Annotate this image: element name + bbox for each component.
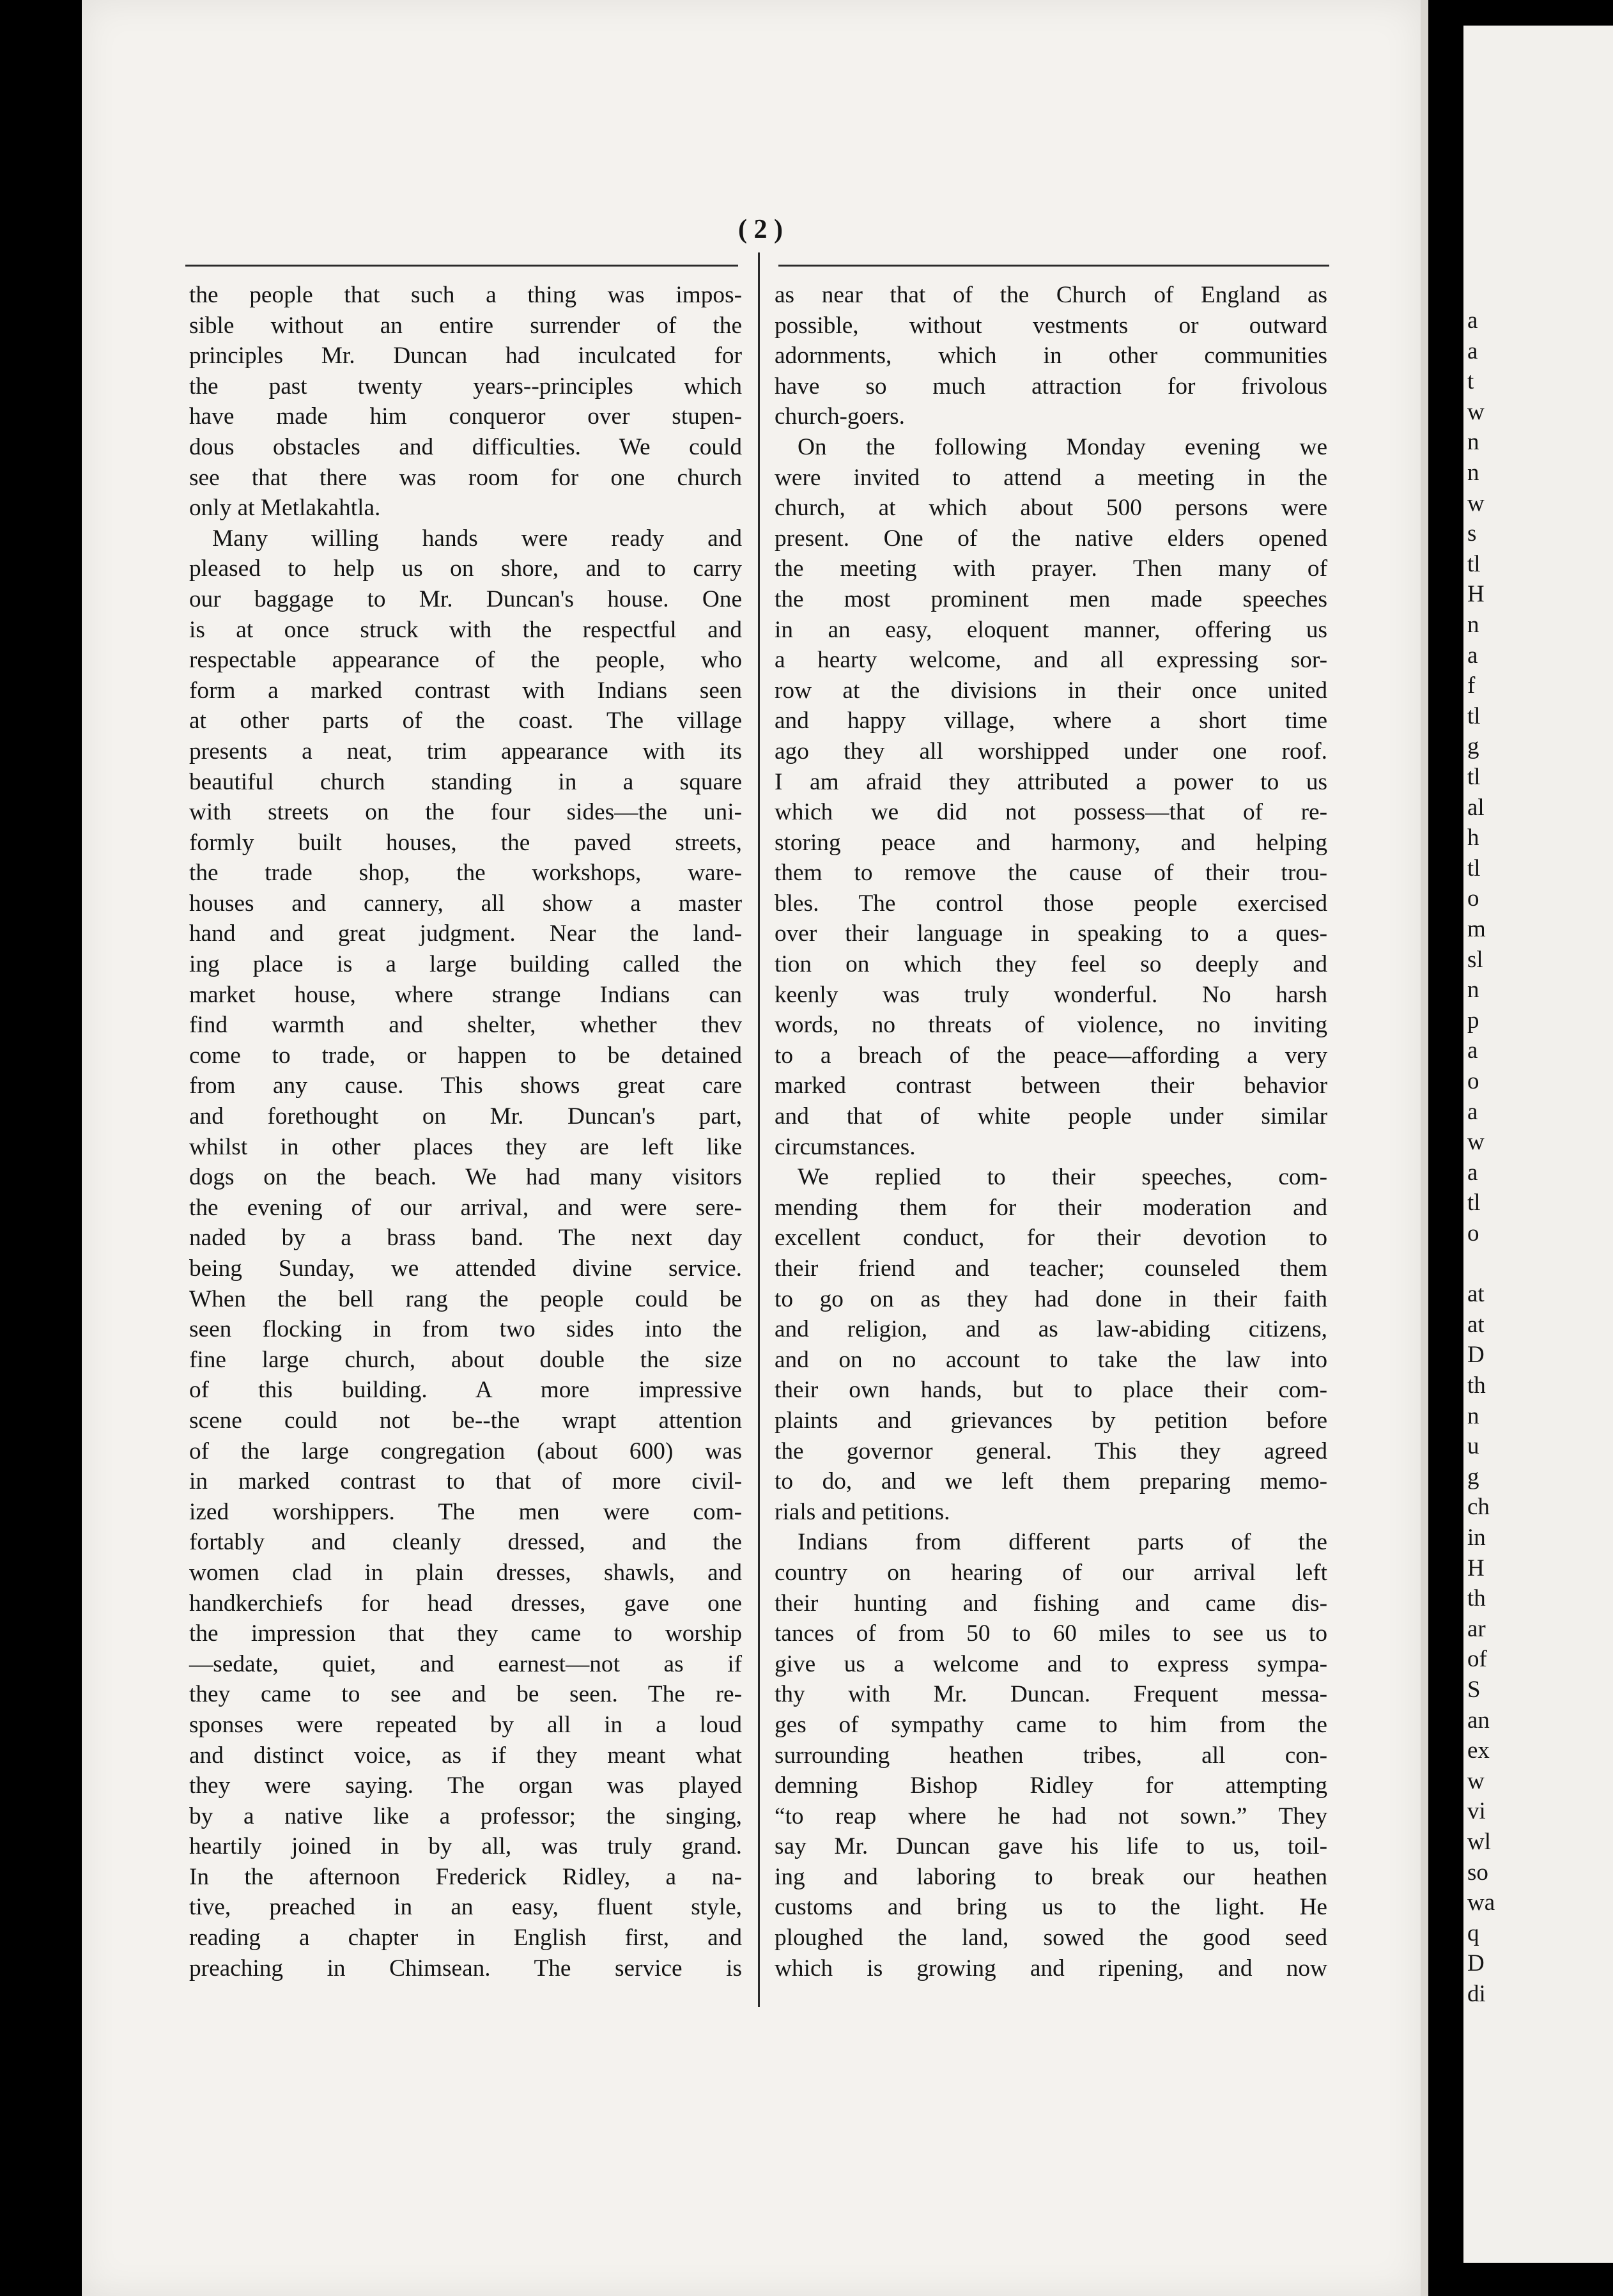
text-line: the governor general. This they agreed — [775, 1438, 1327, 1464]
next-page-fragment: H — [1467, 1555, 1485, 1581]
next-page-fragment: n — [1467, 612, 1479, 638]
text-line: When the bell rang the people could be — [189, 1285, 742, 1312]
text-line: handkerchiefs for head dresses, gave one — [189, 1590, 742, 1617]
text-line: principles Mr. Duncan had inculcated for — [189, 343, 742, 369]
text-line: tion on which they feel so deeply and — [775, 951, 1327, 978]
text-line: pleased to help us on shore, and to carry — [189, 555, 742, 582]
text-line: heartily joined in by all, was truly grand. — [189, 1833, 742, 1860]
text-line: and forethought on Mr. Duncan's part, — [189, 1103, 742, 1130]
text-line: by a native like a professor; the singing, — [189, 1803, 742, 1829]
text-line: ized worshippers. The men were com- — [189, 1498, 742, 1525]
right-column — [775, 280, 1327, 1983]
next-page-fragment: tl — [1467, 702, 1481, 729]
text-line: fortably and cleanly dressed, and the — [189, 1529, 742, 1556]
next-page-fragment: g — [1467, 733, 1479, 760]
next-page-fragment: h — [1467, 825, 1479, 851]
next-page-fragment: p — [1467, 1007, 1479, 1034]
text-line: the impression that they came to worship — [189, 1620, 742, 1647]
next-page-fragment: g — [1467, 1463, 1479, 1490]
text-line: dogs on the beach. We had many visitors — [189, 1164, 742, 1191]
text-line: mending them for their moderation and — [775, 1194, 1327, 1221]
text-line: whilst in other places they are left like — [189, 1133, 742, 1160]
next-page-fragment: th — [1467, 1372, 1486, 1399]
next-page-fragment: a — [1467, 1098, 1478, 1125]
text-line: they were saying. The organ was played — [189, 1772, 742, 1799]
text-line: to go on as they had done in their faith — [775, 1285, 1327, 1312]
next-page-fragment: w — [1467, 1129, 1485, 1156]
next-page-fragment: w — [1467, 1767, 1485, 1794]
next-page-fragment: H — [1467, 581, 1485, 608]
text-line: women clad in plain dresses, shawls, and — [189, 1559, 742, 1586]
text-line: demning Bishop Ridley for attempting — [775, 1772, 1327, 1799]
next-page-fragment: q — [1467, 1920, 1479, 1946]
text-line: marked contrast between their behavior — [775, 1073, 1327, 1099]
text-line: form a marked contrast with Indians seen — [189, 677, 742, 704]
text-line: and happy village, where a short time — [775, 708, 1327, 734]
next-page-fragment: n — [1467, 1402, 1479, 1429]
left-column — [189, 280, 742, 1983]
next-page-fragment: an — [1467, 1707, 1490, 1734]
text-line: their hunting and fishing and came dis- — [775, 1590, 1327, 1617]
next-page-fragment: so — [1467, 1859, 1488, 1886]
text-line: present. One of the native elders opened — [775, 525, 1327, 552]
next-page-fragment: D — [1467, 1342, 1485, 1369]
text-line: reading a chapter in English first, and — [189, 1925, 742, 1951]
next-page-fragment: S — [1467, 1677, 1481, 1703]
text-line: adornments, which in other communities — [775, 343, 1327, 369]
page-edge — [1421, 0, 1428, 2296]
text-line: over their language in speaking to a ques- — [775, 920, 1327, 947]
next-page-fragment: ar — [1467, 1615, 1486, 1642]
next-page-fragment: n — [1467, 429, 1479, 456]
text-line: to a breach of the peace—affording a very — [775, 1042, 1327, 1069]
text-line: thy with Mr. Duncan. Frequent messa- — [775, 1681, 1327, 1708]
text-line: with streets on the four sides—the uni- — [189, 799, 742, 826]
text-line: possible, without vestments or outward — [775, 312, 1327, 339]
text-line: the past twenty years--principles which — [189, 373, 742, 399]
text-line: houses and cannery, all show a master — [189, 890, 742, 917]
text-line: find warmth and shelter, whether thev — [189, 1012, 742, 1039]
text-line: dous obstacles and difficulties. We could — [189, 433, 742, 460]
text-line: church, at which about 500 persons were — [775, 495, 1327, 522]
text-line: tances of from 50 to 60 miles to see us to — [775, 1620, 1327, 1647]
next-page-fragment: sl — [1467, 946, 1483, 973]
text-line: surrounding heathen tribes, all con- — [775, 1742, 1327, 1769]
text-line: the trade shop, the workshops, ware- — [189, 860, 742, 887]
next-page-fragment: s — [1467, 520, 1477, 547]
next-page-fragment: o — [1467, 885, 1479, 912]
text-line: market house, where strange Indians can — [189, 981, 742, 1008]
next-page-fragment: wl — [1467, 1829, 1491, 1855]
text-line: their friend and teacher; counseled them — [775, 1255, 1327, 1282]
next-page-fragment: th — [1467, 1585, 1486, 1612]
text-line: they came to see and be seen. The re- — [189, 1681, 742, 1708]
text-line: have made him conqueror over stupen- — [189, 403, 742, 430]
text-line: bles. The control those people exercised — [775, 890, 1327, 917]
next-page-fragment: ex — [1467, 1737, 1490, 1764]
next-page-fragment: a — [1467, 1159, 1478, 1186]
text-line: preaching in Chimsean. The service is — [189, 1955, 742, 1982]
text-line: seen flocking in from two sides into the — [189, 1316, 742, 1343]
header-rule-left — [185, 265, 738, 267]
next-page-fragment: n — [1467, 977, 1479, 1004]
text-line: a hearty welcome, and all expressing sor- — [775, 647, 1327, 674]
text-line: at other parts of the coast. The village — [189, 708, 742, 734]
text-line: hand and great judgment. Near the land- — [189, 920, 742, 947]
text-line: storing peace and harmony, and helping — [775, 829, 1327, 856]
text-line: scene could not be--the wrapt attention — [189, 1407, 742, 1434]
next-page-fragment: f — [1467, 672, 1476, 699]
text-line: I am afraid they attributed a power to us — [775, 768, 1327, 795]
text-line: come to trade, or happen to be detained — [189, 1042, 742, 1069]
next-page-fragment: a — [1467, 1037, 1478, 1064]
text-line: have so much attraction for frivolous — [775, 373, 1327, 399]
text-line: our baggage to Mr. Duncan's house. One — [189, 586, 742, 612]
text-line: and distinct voice, as if they meant what — [189, 1742, 742, 1769]
next-page-fragment: n — [1467, 460, 1479, 486]
next-page-fragment: tl — [1467, 550, 1481, 577]
text-line: say Mr. Duncan gave his life to us, toil- — [775, 1833, 1327, 1860]
next-page-fragment: of — [1467, 1646, 1487, 1673]
text-line: ago they all worshipped under one roof. — [775, 738, 1327, 764]
text-line: presents a neat, trim appearance with its — [189, 738, 742, 764]
next-page-fragment: tl — [1467, 855, 1481, 881]
text-line: were invited to attend a meeting in the — [775, 464, 1327, 491]
next-page-sliver — [1463, 26, 1613, 2263]
next-page-fragment: a — [1467, 642, 1478, 669]
next-page-fragment: t — [1467, 368, 1474, 395]
text-line: —sedate, quiet, and earnest—not as if — [189, 1650, 742, 1677]
text-line: from any cause. This shows great care — [189, 1073, 742, 1099]
text-line: to do, and we left them preparing memo- — [775, 1468, 1327, 1495]
text-line: circumstances. — [775, 1133, 916, 1160]
text-line: ges of sympathy came to him from the — [775, 1711, 1327, 1738]
text-line: Many willing hands were ready and — [212, 525, 742, 552]
text-line: the people that such a thing was impos- — [189, 282, 742, 308]
text-line: sponses were repeated by all in a loud — [189, 1711, 742, 1738]
text-line: excellent conduct, for their devotion to — [775, 1225, 1327, 1252]
text-line: tive, preached in an easy, fluent style, — [189, 1894, 742, 1921]
header-rule-right — [778, 265, 1329, 267]
next-page-fragment: ch — [1467, 1494, 1490, 1521]
next-page-fragment: m — [1467, 916, 1486, 942]
text-line: words, no threats of violence, no inviting — [775, 1012, 1327, 1039]
next-page-fragment: a — [1467, 337, 1478, 364]
text-line: sible without an entire surrender of the — [189, 312, 742, 339]
text-line: fine large church, about double the size — [189, 1346, 742, 1373]
text-line: in marked contrast to that of more civil- — [189, 1468, 742, 1495]
column-divider — [758, 252, 760, 2007]
text-line: ing and laboring to break our heathen — [775, 1863, 1327, 1890]
next-page-fragment: u — [1467, 1433, 1479, 1460]
text-line: “to reap where he had not sown.” They — [775, 1803, 1327, 1829]
text-line: the evening of our arrival, and were sere- — [189, 1194, 742, 1221]
next-page-fragment: tl — [1467, 764, 1481, 790]
next-page-fragment: w — [1467, 398, 1485, 425]
text-line: keenly was truly wonderful. No harsh — [775, 981, 1327, 1008]
next-page-fragment: o — [1467, 1220, 1479, 1246]
text-line: the most prominent men made speeches — [775, 586, 1327, 612]
next-page-fragment: al — [1467, 794, 1485, 821]
text-line: in an easy, eloquent manner, offering us — [775, 616, 1327, 643]
text-line: being Sunday, we attended divine service. — [189, 1255, 742, 1282]
text-line: ing place is a large building called the — [189, 951, 742, 978]
next-page-fragment: w — [1467, 490, 1485, 516]
next-page-fragment: D — [1467, 1950, 1485, 1977]
next-page-fragment: o — [1467, 1068, 1479, 1094]
text-line: We replied to their speeches, com- — [798, 1164, 1327, 1191]
page-number: ( 2 ) — [738, 215, 783, 244]
text-line: In the afternoon Frederick Ridley, a na- — [189, 1863, 742, 1890]
text-line: only at Metlakahtla. — [189, 495, 381, 522]
text-line: them to remove the cause of their trou- — [775, 860, 1327, 887]
next-page-fragment: vi — [1467, 1798, 1486, 1825]
text-line: On the following Monday evening we — [798, 433, 1327, 460]
text-line: Indians from different parts of the — [798, 1529, 1327, 1556]
text-line: and that of white people under similar — [775, 1103, 1327, 1130]
text-line: their own hands, but to place their com- — [775, 1377, 1327, 1404]
text-line: as near that of the Church of England as — [775, 282, 1327, 308]
next-page-fragment: in — [1467, 1524, 1486, 1551]
text-line: which is growing and ripening, and now — [775, 1955, 1327, 1982]
text-line: which we did not possess—that of re- — [775, 799, 1327, 826]
text-line: ploughed the land, sowed the good seed — [775, 1925, 1327, 1951]
text-line: country on hearing of our arrival left — [775, 1559, 1327, 1586]
text-line: of this building. A more impressive — [189, 1377, 742, 1404]
next-page-fragment: at — [1467, 1281, 1485, 1308]
next-page-fragment: di — [1467, 1981, 1486, 2007]
next-page-fragment: tl — [1467, 1190, 1481, 1216]
text-line: plaints and grievances by petition before — [775, 1407, 1327, 1434]
text-line: of the large congregation (about 600) was — [189, 1438, 742, 1464]
text-line: and religion, and as law-abiding citizens, — [775, 1316, 1327, 1343]
next-page-fragment: at — [1467, 1311, 1485, 1338]
text-line: row at the divisions in their once united — [775, 677, 1327, 704]
text-line: beautiful church standing in a square — [189, 768, 742, 795]
text-line: and on no account to take the law into — [775, 1346, 1327, 1373]
text-line: customs and bring us to the light. He — [775, 1894, 1327, 1921]
next-page-fragment: a — [1467, 307, 1478, 334]
next-page-fragment: wa — [1467, 1889, 1495, 1916]
text-line: formly built houses, the paved streets, — [189, 829, 742, 856]
text-line: rials and petitions. — [775, 1498, 950, 1525]
text-line: naded by a brass band. The next day — [189, 1225, 742, 1252]
text-line: respectable appearance of the people, who — [189, 647, 742, 674]
text-line: the meeting with prayer. Then many of — [775, 555, 1327, 582]
text-line: is at once struck with the respectful and — [189, 616, 742, 643]
text-line: church-goers. — [775, 403, 906, 430]
text-line: see that there was room for one church — [189, 464, 742, 491]
text-line: give us a welcome and to express sympa- — [775, 1650, 1327, 1677]
